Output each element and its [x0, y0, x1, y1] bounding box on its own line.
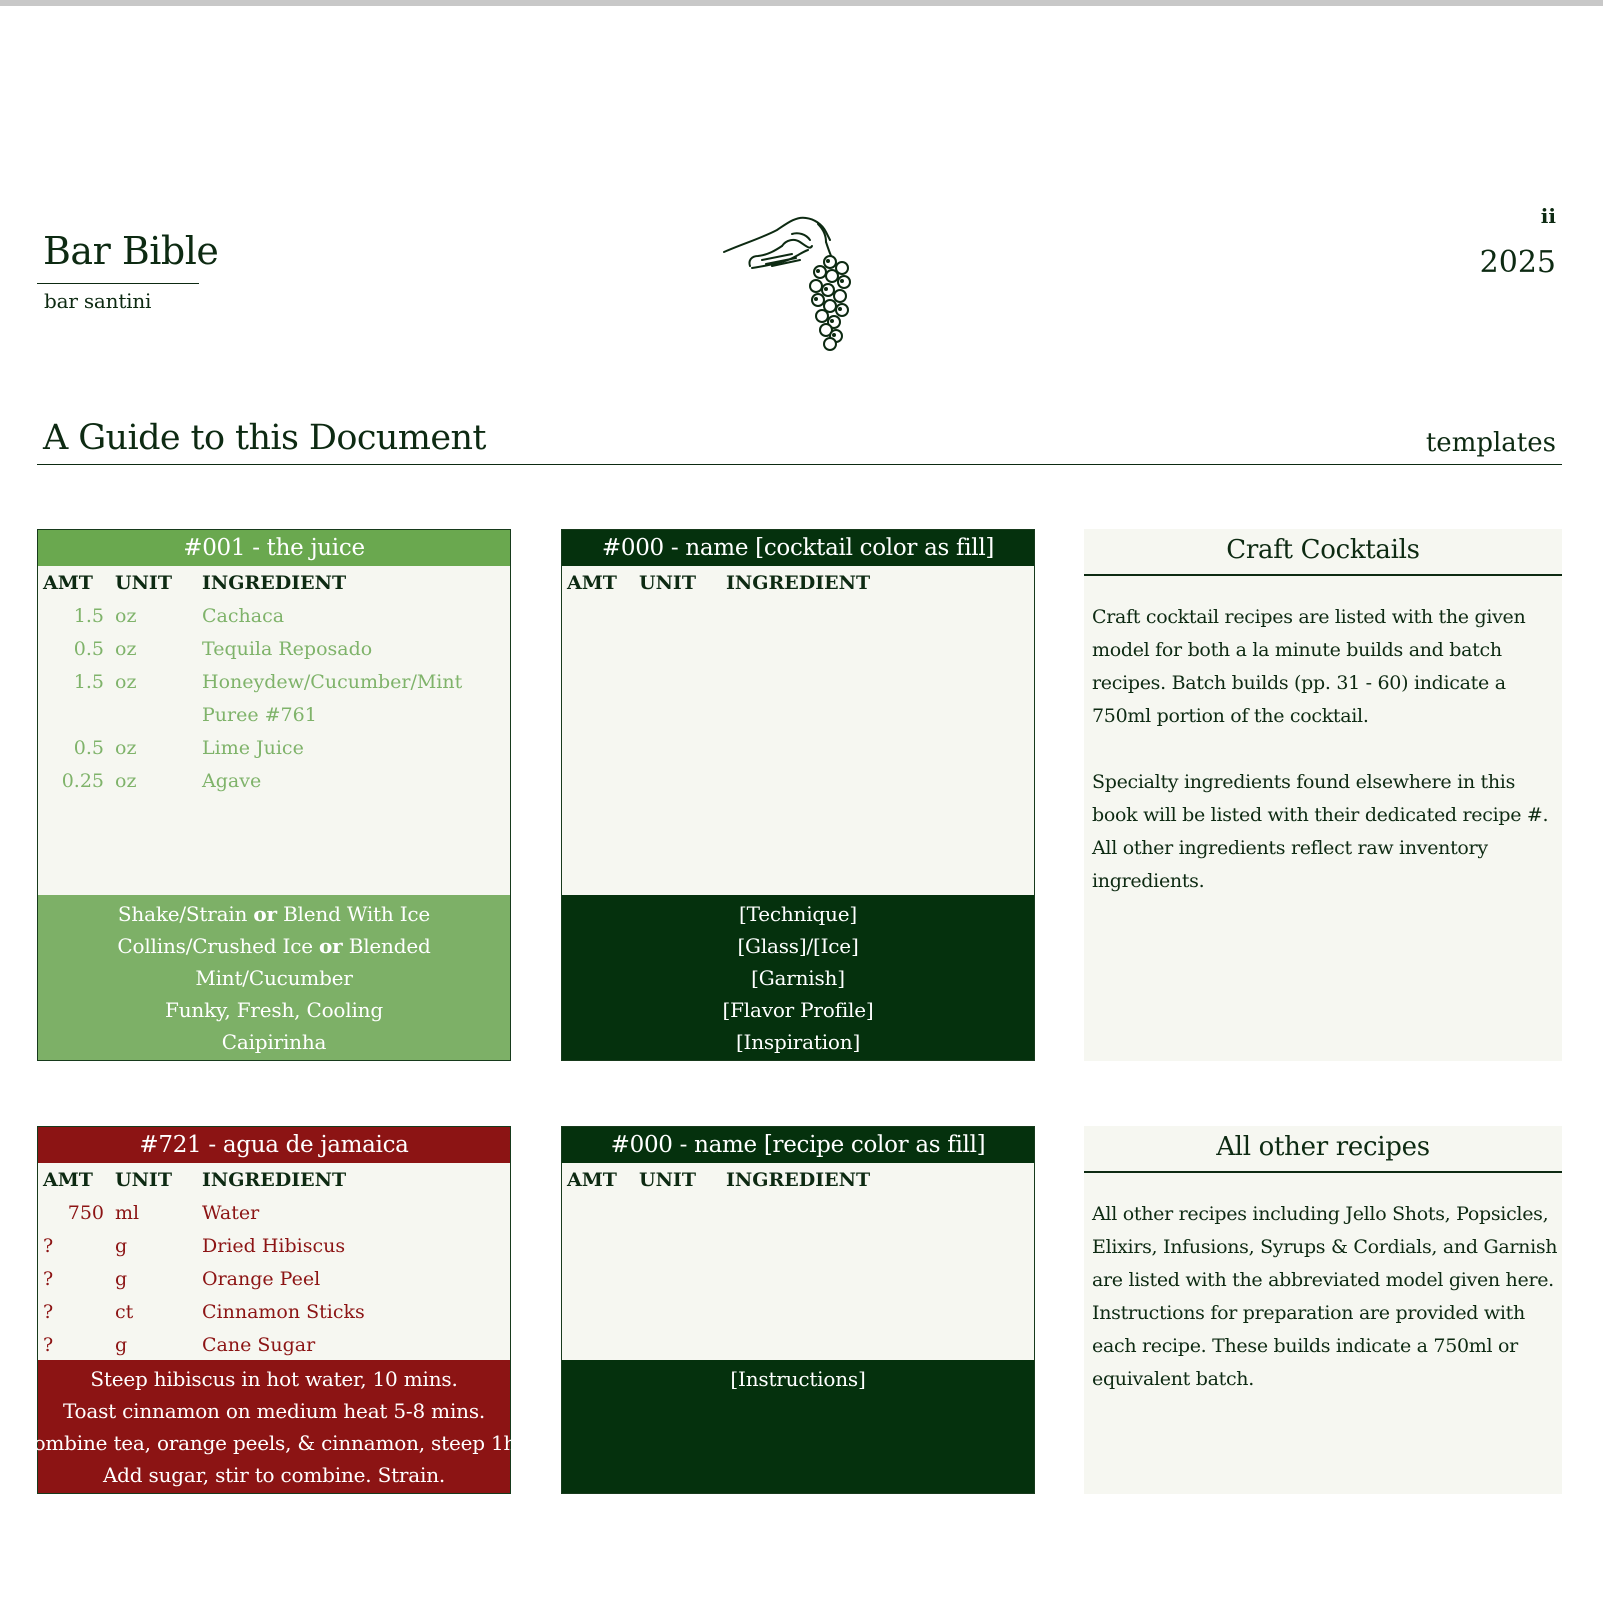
ingredient-cell: Tequila Reposado	[202, 638, 373, 660]
book-subtitle: bar santini	[44, 289, 152, 313]
amt-cell: 1.5	[73, 671, 104, 693]
section-title: A Guide to this Document	[43, 418, 486, 458]
glass-placeholder: [Glass]/[Ice]	[737, 934, 859, 958]
table-header	[562, 1163, 1034, 1196]
table-row	[38, 665, 510, 698]
amt-cell: ?	[43, 1334, 54, 1356]
table-row	[38, 1229, 510, 1262]
section-divider	[37, 464, 1562, 465]
amt-header: AMT	[567, 1169, 617, 1191]
ingredient-cell: Cachaca	[202, 605, 285, 627]
amt-cell: ?	[43, 1235, 54, 1257]
glass-line	[117, 932, 430, 964]
garnish-line: Mint/Cucumber	[195, 966, 353, 990]
ingredient-cell: Honeydew/Cucumber/Mint	[202, 671, 463, 693]
table-row	[38, 1295, 510, 1328]
flavor-line: Funky, Fresh, Cooling	[165, 998, 383, 1022]
unit-header: UNIT	[639, 572, 696, 594]
panel-text	[1092, 601, 1560, 931]
ingredient-cell: Dried Hibiscus	[202, 1235, 346, 1257]
other-recipes-panel	[1084, 1126, 1562, 1494]
panel-divider	[1084, 1171, 1562, 1173]
unit-cell: g	[115, 1268, 128, 1290]
inspiration-line: Caipirinha	[221, 1030, 327, 1054]
table-row	[38, 599, 510, 632]
amt-cell: 0.25	[61, 770, 104, 792]
card-footer	[562, 1360, 1034, 1493]
instruction-line: Add sugar, stir to combine. Strain.	[102, 1463, 446, 1487]
unit-cell: oz	[115, 737, 137, 759]
card-footer	[562, 895, 1034, 1060]
instruction-line: Combine tea, orange peels, & cinnamon, steep 1hr.	[18, 1431, 530, 1455]
ingredient-cell: Orange Peel	[202, 1268, 321, 1290]
paragraph: Specialty ingredients found elsewhere in this book will be listed with their dedicated recipe #. All other ingredients reflect raw inventory ingredients.	[1092, 771, 1549, 892]
amt-cell: ?	[43, 1268, 54, 1290]
ingredient-header: INGREDIENT	[202, 572, 347, 594]
table-row	[38, 1262, 510, 1295]
ingredient-header: INGREDIENT	[726, 572, 871, 594]
top-bar	[0, 0, 1603, 6]
unit-cell: ml	[115, 1202, 140, 1224]
page-number: ii	[1540, 204, 1556, 228]
ingredient-table	[562, 1163, 1034, 1360]
table-row	[38, 632, 510, 665]
card-title: #721 - agua de jamaica	[38, 1127, 510, 1163]
section-tag: templates	[1425, 428, 1556, 458]
recipe-card-juice	[37, 529, 511, 1061]
ingredient-cell: Puree #761	[202, 704, 317, 726]
ingredient-table	[38, 566, 510, 895]
unit-cell: g	[115, 1334, 128, 1356]
unit-cell: ct	[115, 1301, 134, 1323]
ingredient-cell: Cinnamon Sticks	[202, 1301, 365, 1323]
title-underline	[37, 283, 199, 284]
inspiration-placeholder: [Inspiration]	[735, 1030, 861, 1054]
amt-cell: 0.5	[73, 638, 104, 660]
ingredient-cell: Agave	[202, 770, 262, 792]
recipe-template-card	[561, 1126, 1035, 1494]
technique-placeholder: [Technique]	[739, 902, 857, 926]
instruction-line: Steep hibiscus in hot water, 10 mins.	[90, 1367, 458, 1391]
panel-text	[1092, 1198, 1560, 1429]
card-title: #000 - name [recipe color as fill]	[562, 1127, 1034, 1163]
table-header	[562, 566, 1034, 599]
amt-header: AMT	[43, 572, 93, 594]
year: 2025	[1479, 245, 1556, 280]
panel-divider	[1084, 574, 1562, 576]
table-row	[38, 764, 510, 797]
amt-cell: 1.5	[73, 605, 104, 627]
ingredient-table	[562, 566, 1034, 895]
ingredient-cell: Water	[202, 1202, 260, 1224]
book-title: Bar Bible	[43, 229, 219, 273]
amt-cell: 0.5	[73, 737, 104, 759]
ingredient-header: INGREDIENT	[726, 1169, 871, 1191]
recipe-card-agua-de-jamaica	[18, 1126, 530, 1494]
table-row	[38, 1328, 510, 1360]
unit-cell: g	[115, 1235, 128, 1257]
ingredient-cell: Cane Sugar	[202, 1334, 316, 1356]
unit-header: UNIT	[115, 572, 172, 594]
table-header	[38, 1163, 510, 1196]
table-header	[38, 566, 510, 599]
ingredient-header: INGREDIENT	[202, 1169, 347, 1191]
flavor-placeholder: [Flavor Profile]	[722, 998, 874, 1022]
or-word: or	[253, 902, 277, 926]
craft-cocktails-panel	[1084, 529, 1562, 1061]
unit-cell: oz	[115, 770, 137, 792]
unit-cell: oz	[115, 638, 137, 660]
table-row	[38, 698, 510, 731]
or-word: or	[319, 934, 343, 958]
unit-header: UNIT	[639, 1169, 696, 1191]
card-title: #000 - name [cocktail color as fill]	[562, 530, 1034, 566]
glass-a: Collins/Crushed Ice	[117, 934, 313, 958]
instructions-placeholder: [Instructions]	[730, 1367, 866, 1391]
panel-title: All other recipes	[1216, 1132, 1430, 1162]
card-footer	[18, 1360, 530, 1493]
amt-header: AMT	[43, 1169, 93, 1191]
technique-line	[118, 900, 430, 932]
cocktail-template-card	[561, 529, 1035, 1061]
paragraph: All other recipes including Jello Shots, Popsicles, Elixirs, Infusions, Syrups & Cordials, and Garnish are listed with the abbreviated model given here. Instructions for preparation are provided with each recipe. These builds indicate a 750ml or equivalent batch.	[1092, 1203, 1558, 1390]
technique-a: Shake/Strain	[117, 902, 248, 926]
table-row	[38, 1196, 510, 1229]
ingredient-cell: Lime Juice	[202, 737, 304, 759]
amt-header: AMT	[567, 572, 617, 594]
garnish-placeholder: [Garnish]	[751, 966, 845, 990]
glass-b: Blended	[348, 934, 431, 958]
card-footer	[38, 895, 510, 1060]
amt-cell: ?	[43, 1301, 54, 1323]
unit-cell: oz	[115, 671, 137, 693]
instruction-line: Toast cinnamon on medium heat 5-8 mins.	[62, 1399, 486, 1423]
table-row	[38, 731, 510, 764]
technique-b: Blend With Ice	[283, 902, 431, 926]
unit-header: UNIT	[115, 1169, 172, 1191]
amt-cell: 750	[67, 1202, 104, 1224]
hand-holding-grapes-icon	[722, 210, 872, 360]
paragraph: Craft cocktail recipes are listed with the given model for both a la minute builds and batch recipes. Batch builds (pp. 31 - 60) indicate a 750ml portion of the cocktail.	[1092, 606, 1526, 727]
panel-title: Craft Cocktails	[1226, 535, 1420, 565]
ingredient-table	[38, 1163, 510, 1360]
card-title: #001 - the juice	[38, 530, 510, 566]
unit-cell: oz	[115, 605, 137, 627]
